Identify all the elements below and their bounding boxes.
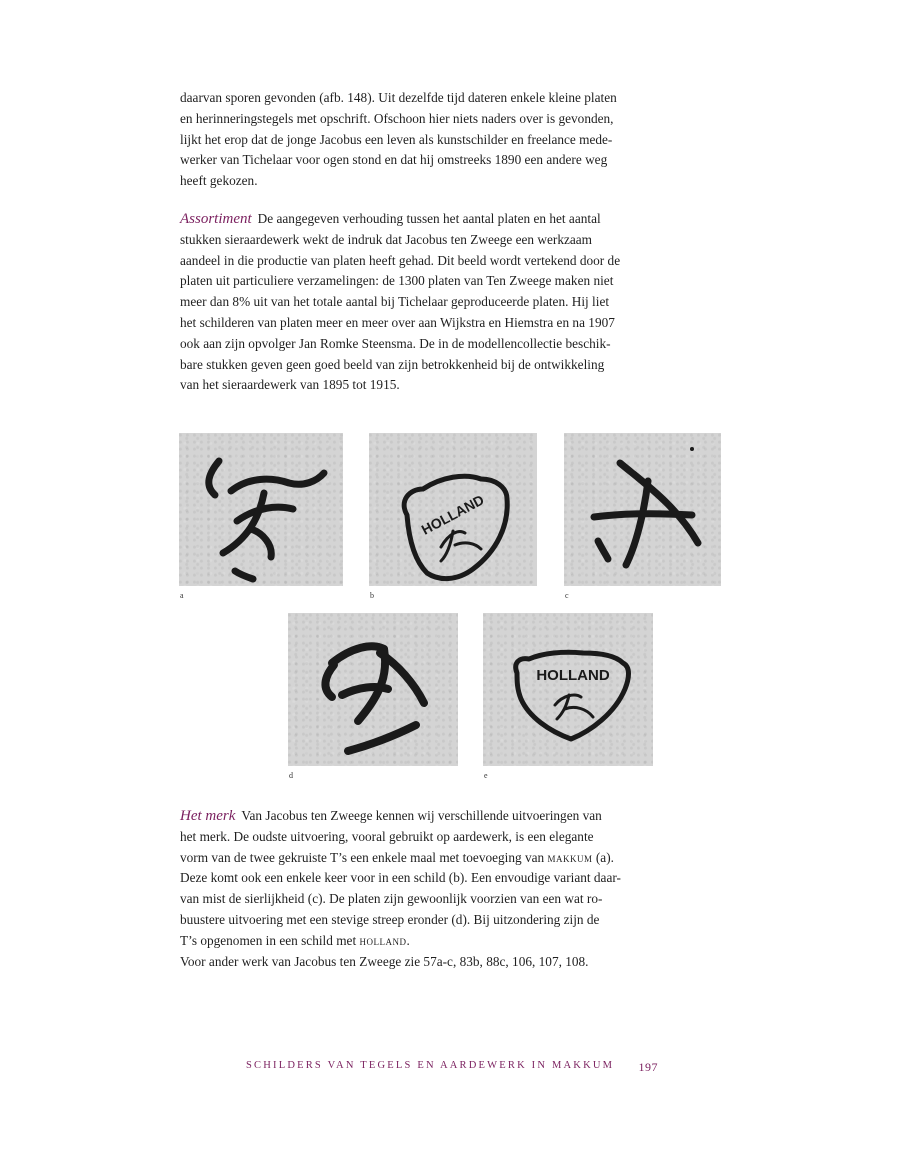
caption-c: c — [565, 591, 569, 600]
het-merk-paragraph — [180, 806, 660, 972]
text-fragment: . — [406, 932, 410, 948]
mark-photo-b — [369, 433, 537, 586]
text-line — [180, 806, 660, 827]
text-line: van mist de sierlijkheid (c). De platen zijn gewoonlijk voorzien van een wat ro- — [180, 891, 603, 907]
text-line-start: De aangegeven verhouding tussen het aantal platen en het aantal — [257, 211, 601, 226]
text-line: lijkt het erop dat de jonge Jacobus een leven als kunstschilder en freelance mede- — [180, 131, 613, 147]
text-line: het schilderen van platen meer en meer over aan Wijkstra en Hiemstra en na 1907 — [180, 314, 615, 330]
section-heading-het-merk: Het merk — [180, 808, 236, 824]
text-line: bare stukken geven geen goed beeld van zijn betrokkenheid bij de ontwikkeling — [180, 356, 605, 372]
intro-paragraph — [180, 88, 660, 192]
text-line: ook aan zijn opvolger Jan Romke Steensma. De in de modellencollectie beschik- — [180, 335, 611, 351]
text-line: en herinneringstegels met opschrift. Ofschoon hier niets naders over is gevonden, — [180, 110, 614, 126]
mark-drawing-d — [288, 613, 458, 766]
text-fragment: vorm van de twee gekruiste T’s een enkele maal met toevoeging van — [180, 849, 545, 865]
shield-text-e: HOLLAND — [536, 667, 610, 684]
text-line — [180, 931, 660, 952]
text-line: Voor ander werk van Jacobus ten Zweege zie 57a-c, 83b, 88c, 106, 107, 108. — [180, 953, 589, 969]
makkum-smallcaps: makkum — [547, 849, 593, 865]
mark-photo-e — [483, 613, 653, 766]
section-heading-assortiment: Assortiment — [180, 211, 252, 227]
text-line — [180, 848, 660, 869]
mark-drawing-b — [369, 433, 537, 586]
text-line: stukken sieraardewerk wekt de indruk dat Jacobus ten Zweege een werkzaam — [180, 231, 593, 247]
caption-b: b — [370, 591, 374, 600]
caption-d: d — [289, 771, 293, 780]
mark-drawing-a — [179, 433, 343, 586]
text-line: buustere uitvoering met een stevige streep eronder (d). Bij uitzondering zijn de — [180, 911, 600, 927]
page-footer — [246, 1060, 660, 1074]
holland-smallcaps: holland — [359, 932, 407, 948]
caption-a: a — [180, 591, 184, 600]
text-line — [180, 209, 660, 230]
shield-text-b: HOLLAND — [418, 491, 487, 538]
mark-photo-a — [179, 433, 343, 586]
text-line: werker van Tichelaar voor ogen stond en dat hij omstreeks 1890 een andere weg — [180, 152, 608, 168]
mark-drawing-c — [564, 433, 721, 586]
caption-e: e — [484, 771, 488, 780]
assortiment-paragraph — [180, 209, 660, 396]
text-fragment: (a). — [595, 849, 614, 865]
text-line: van het sieraardewerk van 1895 tot 1915. — [180, 377, 400, 393]
mark-photo-d — [288, 613, 458, 766]
text-line: meer dan 8% uit van het totale aantal bij Tichelaar geproduceerde platen. Hij liet — [180, 294, 610, 310]
text-line: Deze komt ook een enkele keer voor in een schild (b). Een envoudige variant daar- — [180, 870, 621, 886]
page-number: 197 — [638, 1060, 658, 1074]
text-line: platen uit particuliere verzamelingen: de 1300 platen van Ten Zweege maken niet — [180, 273, 614, 289]
text-fragment: T’s opgenomen in een schild met — [180, 932, 357, 948]
text-line: aandeel in die productie van platen heeft gehad. Dit beeld wordt vertekend door de — [180, 252, 621, 268]
text-line: het merk. De oudste uitvoering, vooral gebruikt op aardewerk, is een elegante — [180, 828, 594, 844]
text-line: daarvan sporen gevonden (afb. 148). Uit dezelfde tijd dateren enkele kleine platen — [180, 90, 617, 105]
text-line-start: Van Jacobus ten Zweege kennen wij verschillende uitvoeringen van — [241, 808, 602, 823]
mark-photo-c — [564, 433, 721, 586]
running-title: SCHILDERS VAN TEGELS EN AARDEWERK IN MAKKUM — [246, 1060, 615, 1071]
mark-drawing-e — [483, 613, 653, 766]
text-line: heeft gekozen. — [180, 173, 258, 189]
